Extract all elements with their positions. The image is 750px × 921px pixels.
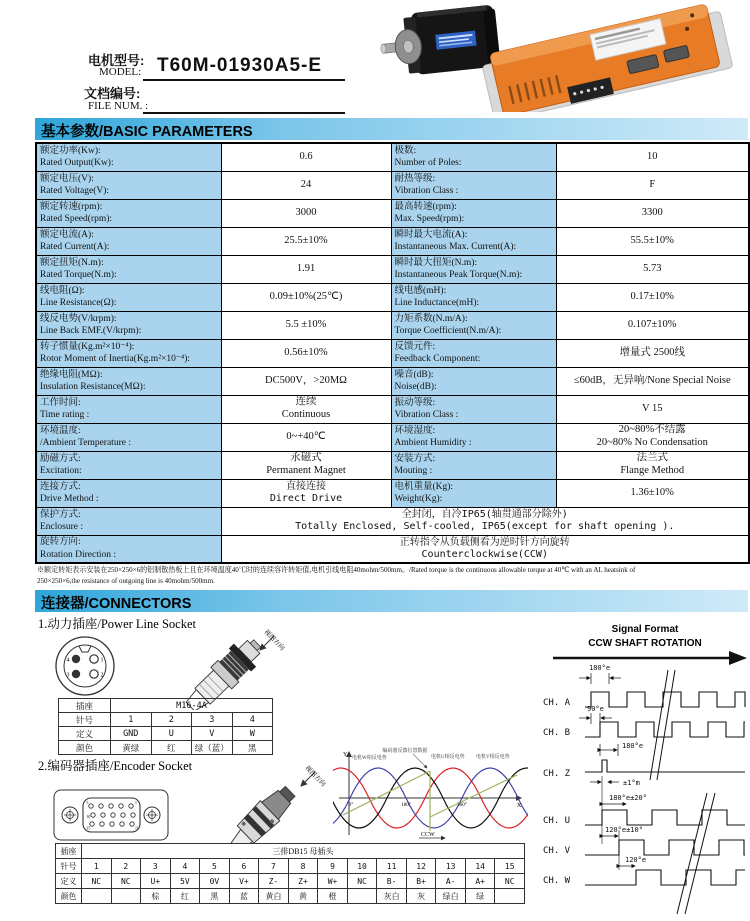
- param-value: [221, 395, 391, 423]
- param-value: [221, 199, 391, 227]
- pin-cell: 4: [232, 713, 273, 727]
- param-value: [221, 311, 391, 339]
- label-cn: 环境温度:: [40, 425, 81, 436]
- param-label: [391, 283, 556, 311]
- param-label: [391, 311, 556, 339]
- param-value: [556, 311, 749, 339]
- value-line: 直接连接: [286, 481, 326, 492]
- color-cell: [347, 889, 377, 904]
- label-cn: 线电阻(Ω):: [40, 285, 85, 296]
- row-header: 定义: [59, 727, 111, 741]
- table-row: [36, 199, 749, 227]
- label-en: Rated Torque(N.m):: [40, 270, 117, 280]
- v-phase-label: 电机V相反电势: [476, 755, 510, 760]
- def-cell: U+: [141, 874, 171, 889]
- param-value: [221, 367, 391, 395]
- param-label: [391, 171, 556, 199]
- encoder-plug-diagram: [213, 756, 331, 844]
- label-en: Instantaneous Peak Torque(N.m):: [394, 270, 523, 280]
- x-tick: 0°: [348, 803, 354, 808]
- value-line: 0.17±10%: [630, 290, 674, 302]
- color-cell: 黑: [200, 889, 230, 904]
- dim-label: 180°e: [622, 742, 644, 750]
- label-cn: 转子惯量(Kg.m²×10⁻⁴):: [40, 341, 135, 352]
- label-en: Drive Method :: [40, 494, 99, 504]
- pin-number: 3: [66, 672, 70, 679]
- value-line: 连续: [295, 396, 317, 408]
- label-en: /Ambient Temperature :: [40, 438, 131, 448]
- channel-label: CH. B: [543, 728, 571, 738]
- param-value: [221, 535, 749, 563]
- label-cn: 瞬时最大扭矩(N.m):: [394, 257, 478, 268]
- row-header: 插座: [59, 699, 111, 713]
- color-cell: 绿（蓝）: [192, 741, 233, 755]
- x-axis-label: X: [517, 803, 522, 809]
- param-label: [391, 143, 556, 171]
- label-en: Max. Speed(rpm):: [394, 214, 465, 224]
- param-label: [391, 395, 556, 423]
- pin-corner-number: 11: [135, 826, 139, 831]
- param-value: [221, 171, 391, 199]
- model-value: T60M-01930A5-E: [157, 55, 323, 76]
- label-en: Torque Coefficient(N.m/A):: [394, 326, 502, 336]
- param-label: [36, 171, 221, 199]
- param-label: [36, 227, 221, 255]
- pin-number: 2: [100, 672, 104, 679]
- pin-cell: 3: [192, 713, 233, 727]
- color-cell: 绿白: [436, 889, 466, 904]
- value-line: Continuous: [281, 409, 331, 420]
- def-cell: 0V: [200, 874, 230, 889]
- pin-number: 4: [66, 657, 70, 664]
- value-line: 永磁式: [290, 452, 322, 464]
- socket-type: M16-4A: [111, 699, 273, 713]
- value-line: 25.5±10%: [284, 234, 328, 246]
- def-cell: W: [232, 727, 273, 741]
- power-socket-title: 1.动力插座/Power Line Socket: [38, 617, 196, 631]
- param-label: [36, 199, 221, 227]
- value-line: 法兰式: [636, 452, 668, 464]
- driver-photo: [478, 4, 750, 112]
- encoder-socket-title: 2.编码器插座/Encoder Socket: [38, 759, 193, 773]
- color-cell: 橙: [318, 889, 348, 904]
- value-line: 0.6: [299, 150, 313, 162]
- param-value: [556, 283, 749, 311]
- color-cell: 红: [151, 741, 192, 755]
- value-line: 55.5±10%: [630, 234, 674, 246]
- table-row: [56, 859, 525, 874]
- model-underline: [143, 79, 345, 81]
- label-en: Rotor Moment of Inertia(Kg.m²×10⁻⁴):: [40, 354, 191, 364]
- color-cell: 黄绿: [111, 741, 152, 755]
- pin-cell: 11: [377, 859, 407, 874]
- param-value: [221, 227, 391, 255]
- label-cn: 环境湿度:: [394, 425, 436, 436]
- file-label-en: FILE NUM. :: [88, 100, 149, 112]
- dim-label: 120°e±10°: [605, 826, 643, 834]
- table-row: [36, 451, 749, 479]
- param-label: [391, 451, 556, 479]
- table-row: [56, 844, 525, 859]
- param-label: [391, 423, 556, 451]
- pin-cell: 15: [495, 859, 525, 874]
- signal-subtitle: CCW SHAFT ROTATION: [588, 638, 702, 649]
- signal-title: Signal Format: [611, 624, 679, 635]
- value-line: DC500V，>20MΩ: [265, 374, 347, 386]
- table-row: [59, 713, 273, 727]
- param-value: [221, 507, 749, 535]
- def-cell: NC: [347, 874, 377, 889]
- power-plug-diagram: [168, 618, 290, 710]
- row-header: 针号: [56, 859, 82, 874]
- channel-label: CH. A: [543, 698, 571, 708]
- param-label: [391, 199, 556, 227]
- param-label: [36, 451, 221, 479]
- pin-cell: 7: [259, 859, 289, 874]
- signal-format-diagram: [535, 618, 750, 920]
- label-cn: 耐热等级:: [394, 173, 436, 184]
- pin-corner-number: 15: [86, 826, 91, 831]
- color-cell: 黄: [288, 889, 318, 904]
- pin-cell: 6: [229, 859, 259, 874]
- label-en: Enclosure :: [40, 522, 84, 532]
- u-phase-label: 电机U相反电势: [431, 755, 465, 760]
- def-cell: NC: [111, 874, 141, 889]
- param-value: [556, 339, 749, 367]
- view-direction-label: 视图方向: [303, 764, 327, 789]
- label-cn: 旋转方向:: [40, 537, 81, 548]
- param-label: [36, 283, 221, 311]
- table-row: [36, 395, 749, 423]
- x-tick: 180°: [401, 803, 411, 808]
- value-line: 全封闭，自冷IP65(轴贯通部分除外): [401, 509, 568, 520]
- dim-label: 180°e±20°: [609, 794, 647, 802]
- pin-cell: 2: [111, 859, 141, 874]
- param-value: [221, 451, 391, 479]
- label-cn: 额定功率(Kw):: [40, 145, 101, 156]
- label-en: Time rating :: [40, 410, 90, 420]
- param-label: [36, 339, 221, 367]
- label-cn: 额定电流(A):: [40, 229, 94, 240]
- section-basic-parameters: 基本参数/BASIC PARAMETERS: [35, 118, 748, 140]
- table-row: [59, 741, 273, 755]
- footnote-line1: ※额定转矩表示安装在250×250×6的铝制散热板上且在环境温度40℃时的连续容许转矩值,电机引线电阻40mohm/500mm。/Rated torque is the continuous allowable torque at 40℃ with an AL heatsink of: [37, 565, 636, 574]
- label-en: Line Inductance(mH):: [394, 298, 480, 308]
- table-row: [56, 889, 525, 904]
- value-line: 20~80%不结露: [618, 424, 686, 436]
- encoder-pin-table: [55, 843, 525, 904]
- label-en: Noise(dB):: [394, 382, 437, 392]
- param-label: [391, 227, 556, 255]
- pin-cell: 13: [436, 859, 466, 874]
- value-line: 10: [647, 150, 658, 162]
- x-tick: 360°: [457, 803, 467, 808]
- label-en: Vibration Class :: [394, 186, 459, 196]
- value-line: F: [649, 178, 656, 190]
- param-value: [221, 339, 391, 367]
- color-cell: [82, 889, 112, 904]
- param-value: [221, 423, 391, 451]
- value-line: 增量式 2500线: [619, 346, 686, 358]
- value-line: Permanent Magnet: [266, 465, 346, 476]
- def-cell: NC: [495, 874, 525, 889]
- value-line: V 15: [641, 402, 663, 414]
- label-en: Excitation:: [40, 466, 82, 476]
- param-value: [556, 367, 749, 395]
- value-line: 0.09±10%(25℃): [269, 290, 343, 302]
- rotation-arrow: [729, 651, 747, 665]
- table-row: [36, 227, 749, 255]
- def-cell: W+: [318, 874, 348, 889]
- row-header: 定义: [56, 874, 82, 889]
- label-cn: 绝缘电阻(MΩ):: [40, 369, 103, 380]
- table-row: [36, 479, 749, 507]
- label-cn: 线电感(mH):: [394, 285, 447, 296]
- pin-corner-number: 5: [86, 801, 89, 805]
- label-en: Rated Voltage(V):: [40, 186, 110, 196]
- def-cell: V+: [229, 874, 259, 889]
- param-label: [391, 479, 556, 507]
- def-cell: A-: [436, 874, 466, 889]
- def-cell: A+: [465, 874, 495, 889]
- color-cell: 红: [170, 889, 200, 904]
- label-en: Line Back EMF.(V/krpm):: [40, 326, 142, 336]
- power-pin-table: [58, 698, 273, 755]
- value-line: 0.56±10%: [284, 346, 328, 358]
- pin-cell: 10: [347, 859, 377, 874]
- label-cn: 瞬时最大电流(A):: [394, 229, 468, 240]
- pin-cell: 4: [170, 859, 200, 874]
- label-cn: 安装方式:: [394, 453, 436, 464]
- table-row: [36, 367, 749, 395]
- param-value: [221, 255, 391, 283]
- value-line: 24: [300, 178, 312, 190]
- feedback-label: 编码器反馈位置数据: [382, 749, 428, 754]
- dim-label: 90°e: [587, 705, 604, 713]
- param-value: [556, 255, 749, 283]
- value-line: 0~+40℃: [286, 430, 326, 442]
- param-label: [36, 311, 221, 339]
- value-line: ≤60dB，无异响/None Special Noise: [573, 374, 731, 386]
- pin-cell: 12: [406, 859, 436, 874]
- dim-label: 120°e: [625, 856, 647, 864]
- table-row: [36, 143, 749, 171]
- pin-cell: 1: [82, 859, 112, 874]
- param-label: [391, 339, 556, 367]
- table-row: [36, 171, 749, 199]
- dim-label: ±1°m: [623, 779, 640, 787]
- color-cell: 灰白: [377, 889, 407, 904]
- color-cell: [111, 889, 141, 904]
- def-cell: NC: [82, 874, 112, 889]
- file-label-cn: 文档编号:: [84, 86, 141, 101]
- param-value: [556, 451, 749, 479]
- label-cn: 工作时间:: [40, 397, 81, 408]
- pin-cell: 2: [151, 713, 192, 727]
- channel-label: CH. U: [543, 816, 571, 826]
- view-direction-label: 视图方向: [262, 628, 286, 653]
- def-cell: GND: [111, 727, 152, 741]
- table-row: [36, 339, 749, 367]
- table-row: [36, 311, 749, 339]
- label-cn: 线反电势(V/krpm):: [40, 313, 117, 324]
- value-line: Counterclockwise(CCW): [421, 548, 548, 560]
- pin-cell: 14: [465, 859, 495, 874]
- param-label: [36, 143, 221, 171]
- label-cn: 电机重量(Kg):: [394, 481, 454, 492]
- color-cell: 灰: [406, 889, 436, 904]
- w-phase-label: 电机W相反电势: [352, 756, 387, 761]
- label-en: Rotation Direction :: [40, 549, 116, 560]
- table-row: [59, 727, 273, 741]
- table-row: [36, 283, 749, 311]
- def-cell: B-: [377, 874, 407, 889]
- param-value: [556, 227, 749, 255]
- color-cell: 黑: [232, 741, 273, 755]
- model-label-cn: 电机型号:: [88, 53, 145, 68]
- param-value: [556, 479, 749, 507]
- param-value: [556, 143, 749, 171]
- param-label: [36, 535, 221, 563]
- color-cell: [495, 889, 525, 904]
- label-en: Weight(Kg):: [394, 494, 443, 504]
- footnote: [37, 565, 707, 587]
- label-en: Number of Poles:: [394, 158, 462, 169]
- color-cell: 棕: [141, 889, 171, 904]
- color-cell: 黄白: [259, 889, 289, 904]
- def-cell: U: [151, 727, 192, 741]
- def-cell: 5V: [170, 874, 200, 889]
- param-value: [221, 143, 391, 171]
- row-header: 针号: [59, 713, 111, 727]
- param-label: [36, 507, 221, 535]
- def-cell: Z+: [288, 874, 318, 889]
- label-cn: 额定电压(V):: [40, 173, 94, 184]
- param-label: [391, 367, 556, 395]
- value-line: 正转指令从负载侧看为逆时针方向旋转: [399, 536, 570, 548]
- label-en: Feedback Component:: [394, 354, 481, 364]
- def-cell: Z-: [259, 874, 289, 889]
- value-line: 3300: [641, 206, 663, 218]
- table-row: [36, 255, 749, 283]
- phase-diagram: [333, 745, 528, 841]
- param-value: [556, 395, 749, 423]
- section-connectors: 连接器/CONNECTORS: [35, 590, 748, 612]
- dim-label: 180°e: [589, 664, 611, 672]
- param-label: [36, 255, 221, 283]
- file-underline: [143, 112, 345, 114]
- value-line: Totally Enclosed, Self-cooled, IP65(except for shaft opening ).: [295, 521, 675, 532]
- label-cn: 保护方式:: [40, 509, 81, 520]
- label-en: Rated Output(Kw):: [40, 158, 114, 169]
- param-value: [556, 199, 749, 227]
- table-row: [36, 507, 749, 535]
- pin-cell: 5: [200, 859, 230, 874]
- pin-corner-number: 10: [86, 815, 91, 819]
- param-value: [221, 479, 391, 507]
- table-row: [36, 423, 749, 451]
- label-cn: 力矩系数(N.m/A):: [394, 313, 468, 324]
- label-en: Vibration Class :: [394, 410, 459, 420]
- power-socket-diagram: [53, 633, 117, 697]
- value-line: 3000: [295, 206, 317, 218]
- pin-cell: 3: [141, 859, 171, 874]
- channel-label: CH. Z: [543, 769, 571, 779]
- label-en: Rated Speed(rpm):: [40, 214, 113, 224]
- param-value: [556, 423, 749, 451]
- value-line: 0.107±10%: [627, 318, 677, 330]
- y-axis-label: Y: [343, 752, 348, 758]
- pin-cell: 9: [318, 859, 348, 874]
- value-line: Flange Method: [620, 465, 685, 476]
- color-cell: 蓝: [229, 889, 259, 904]
- row-header: 颜色: [59, 741, 111, 755]
- row-header: 颜色: [56, 889, 82, 904]
- param-value: [556, 171, 749, 199]
- label-en: Line Resistance(Ω):: [40, 298, 117, 308]
- def-cell: B+: [406, 874, 436, 889]
- table-row: [56, 874, 525, 889]
- def-cell: V: [192, 727, 233, 741]
- label-cn: 噪音(dB):: [394, 369, 434, 380]
- encoder-socket-diagram: [52, 786, 174, 844]
- pin-number: 1: [100, 657, 104, 664]
- value-line: 20~80% No Condensation: [596, 437, 708, 448]
- ccw-label: CCW: [421, 832, 435, 838]
- label-cn: 连接方式:: [40, 481, 81, 492]
- label-cn: 振动等级:: [394, 397, 436, 408]
- value-line: 1.91: [296, 262, 316, 274]
- label-en: Mouting :: [394, 466, 433, 476]
- color-cell: 绿: [465, 889, 495, 904]
- label-en: Ambient Humidity :: [394, 438, 472, 448]
- value-line: Direct Drive: [269, 493, 343, 504]
- pin-corner-number: 1: [135, 801, 137, 805]
- param-label: [36, 367, 221, 395]
- table-row: [59, 699, 273, 713]
- model-label-en: MODEL:: [99, 66, 142, 78]
- param-label: [36, 423, 221, 451]
- channel-label: CH. V: [543, 846, 571, 856]
- pin-cell: 1: [111, 713, 152, 727]
- label-cn: 额定转速(rpm):: [40, 201, 103, 212]
- param-value: [221, 283, 391, 311]
- label-en: Rated Current(A):: [40, 242, 110, 252]
- pin-cell: 8: [288, 859, 318, 874]
- label-cn: 最高转速(rpm):: [394, 201, 457, 212]
- label-cn: 反馈元件:: [394, 341, 436, 352]
- channel-label: CH. W: [543, 876, 571, 886]
- label-cn: 极数:: [394, 145, 417, 156]
- value-line: 1.36±10%: [630, 486, 674, 498]
- label-cn: 励磁方式:: [40, 453, 81, 464]
- label-cn: 额定扭矩(N.m):: [40, 257, 104, 268]
- param-label: [36, 395, 221, 423]
- table-row: [36, 535, 749, 563]
- label-en: Instantaneous Max. Current(A):: [394, 242, 517, 252]
- label-en: Insulation Resistance(MΩ):: [40, 382, 146, 392]
- param-label: [391, 255, 556, 283]
- socket-type: 三排DB15 母插头: [82, 844, 525, 859]
- value-line: 5.73: [643, 262, 662, 274]
- param-label: [36, 479, 221, 507]
- row-header: 插座: [56, 844, 82, 859]
- basic-parameters-table: [35, 142, 750, 564]
- value-line: 5.5 ±10%: [285, 318, 327, 330]
- footnote-line2: 250×250×6,the resistance of outgoing line is 40mohm/500mm.: [37, 575, 215, 585]
